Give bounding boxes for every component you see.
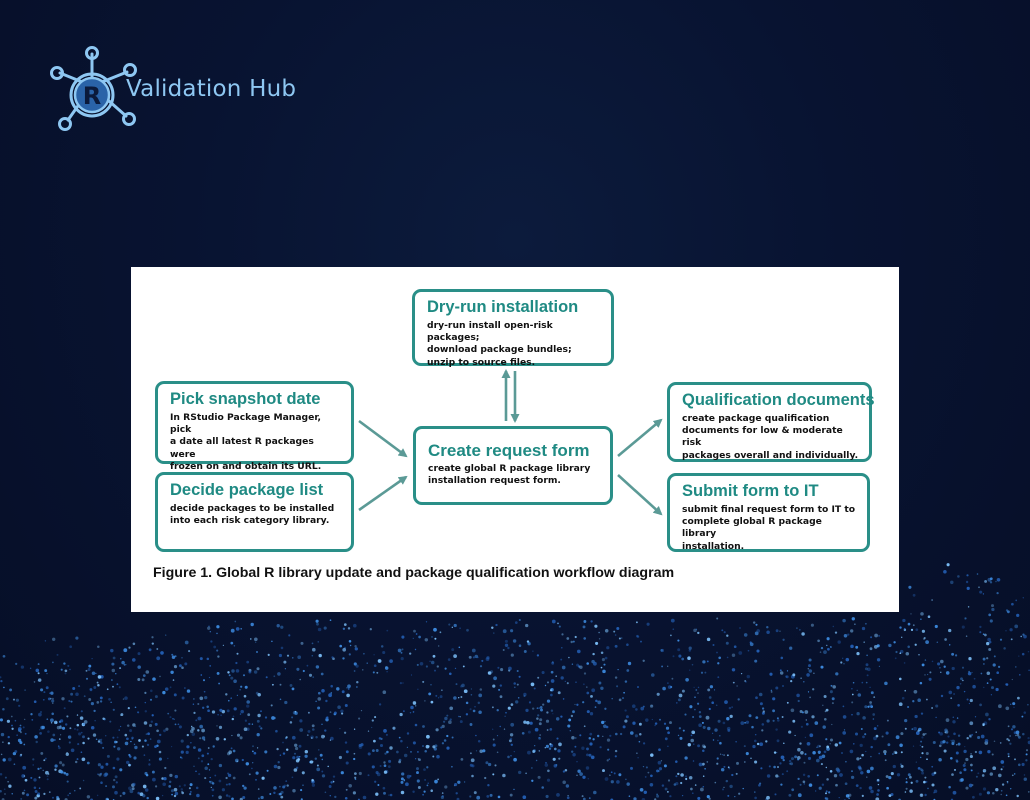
- box-description: submit final request form to IT to complete global R package library installation.: [682, 504, 856, 552]
- arrow-decide-to-create: [359, 477, 406, 510]
- workflow-figure: [131, 267, 899, 612]
- box-title: Create request form: [428, 441, 590, 460]
- arrow-pick-to-create: [359, 421, 406, 456]
- pick-snapshot-date-box: [155, 381, 354, 472]
- submit-form-to-it-box: [667, 473, 870, 552]
- box-description: decide packages to be installed into each risk category library.: [170, 503, 335, 527]
- box-description: In RStudio Package Manager, pick a date all latest R packages were frozen on and obtain its URL.: [170, 412, 322, 472]
- qualification-documents-box: [667, 382, 875, 462]
- box-title: Qualification documents: [682, 391, 875, 409]
- svg-text:R: R: [82, 82, 102, 110]
- box-title: Pick snapshot date: [170, 390, 321, 408]
- decide-package-list-box: [155, 472, 354, 552]
- box-title: Decide package list: [170, 481, 324, 499]
- box-title: Dry-run installation: [427, 298, 579, 316]
- dry-run-installation-box: [412, 289, 614, 366]
- logo-text: Validation Hub: [126, 76, 297, 102]
- figure-caption: Figure 1. Global R library update and package qualification workflow diagram: [153, 565, 675, 581]
- box-title: Submit form to IT: [682, 482, 819, 500]
- box-description: dry-run install open-risk packages; download package bundles; unzip to source files.: [427, 320, 572, 368]
- box-description: create global R package library installation request form.: [428, 463, 591, 487]
- arrow-create-to-submit: [618, 475, 661, 514]
- create-request-form-box: [413, 426, 613, 505]
- box-description: create package qualification documents for low & moderate risk packages overall and individually.: [682, 413, 859, 461]
- arrow-create-to-qualification: [618, 420, 661, 456]
